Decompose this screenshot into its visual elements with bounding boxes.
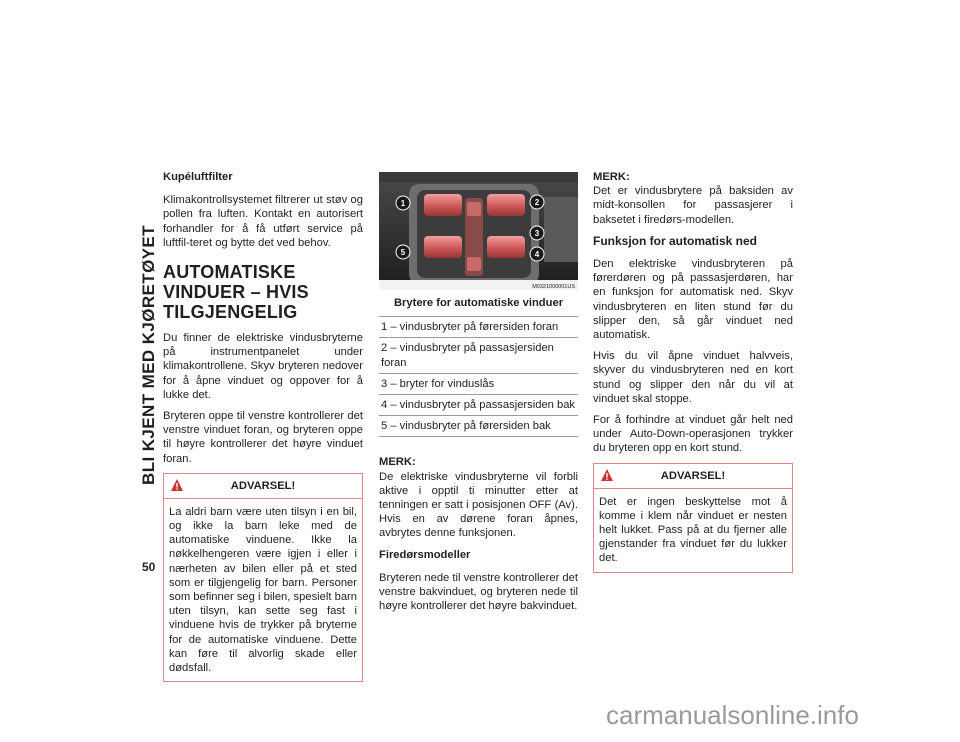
warning-title: ADVARSEL! [230, 479, 296, 492]
column-left [163, 170, 363, 682]
callout-4: 4 [534, 250, 540, 259]
note-text: De elektriske vindusbryterne vil forbli aktive i opptil ti minutter etter at tenningen er satt i posisjonen OFF (Av). Hvis en av dørene foran åpnes, avbrytes denne funksjonen. [379, 470, 578, 540]
warning-title-right: ADVARSEL! [660, 469, 726, 482]
auto-windows-heading: AUTOMATISKE VINDUER – HVIS TILGJENGELIG [163, 262, 309, 323]
page-number: 50 [142, 560, 156, 574]
legend-item-4: 4 – vindusbryter på passasjersiden bak [379, 395, 578, 416]
callout-5: 5 [400, 248, 406, 257]
callout-3: 3 [534, 229, 540, 238]
window-switch-panel-illustration [379, 172, 578, 290]
legend-item-2: 2 – vindusbryter på passasjersiden foran [379, 338, 578, 373]
warning-header-right [594, 464, 792, 489]
warning-triangle-icon [600, 468, 614, 482]
warning-text: La aldri barn være uten tilsyn i en bil, og ikke la barn leke med de automatiske vinduene. Ikke la nøkkelhengeren være igjen i eller i nærheten av bilen eller på et sted som er tilgjengelig for barn. Personer som befinner seg i bilen, spesielt barn uten tilsyn, kan sette seg fast i vinduene hvis de trykker på bryterne for de automatiske vinduene. Dette kan føre til alvorlig skade eller dødsfall. [169, 505, 357, 675]
note-label-right: MERK: [593, 171, 630, 183]
four-door-paragraph: Bryteren nede til venstre kontrollerer det venstre bakvinduet, og bryteren nede til høyre kontrollerer det høyre bakvinduet. [379, 571, 578, 613]
figure-caption: Brytere for automatiske vinduer [393, 297, 564, 309]
window-switches-figure [379, 172, 578, 290]
cabin-filter-heading: Kupéluftfilter [163, 171, 233, 183]
auto-windows-paragraph-2: Bryteren oppe til venstre kontrollerer det venstre vinduet foran, og bryteren oppe til høyre kontrollerer det høyre vinduet foran. [163, 410, 363, 465]
note-label: MERK: [379, 456, 416, 469]
figure-image-code: M0321000001US [532, 284, 575, 290]
auto-down-paragraph-1: Den elektriske vindusbryteren på førerdøren og på passasjerdøren, har en funksjon for automatisk ned. Skyv vindusbryteren en liten stund før du slipper den, så går vinduet ned automatisk. [593, 258, 793, 342]
warning-box [163, 473, 363, 682]
side-section-title [134, 157, 164, 552]
callout-2: 2 [534, 198, 540, 207]
callout-1: 1 [400, 199, 406, 208]
column-right [593, 170, 793, 573]
figure-legend [379, 316, 578, 437]
warning-text-right: Det er ingen beskyttelse mot å komme i klem når vinduet er nesten helt lukket. Pass på at du fjerner alle gjenstander fra vinduet før du lukker det. [599, 495, 787, 565]
legend-item-1: 1 – vindusbryter på førersiden foran [379, 317, 578, 338]
auto-down-paragraph-3: For å forhindre at vinduet går helt ned under Auto-Down-operasjonen trykker du bryteren opp en kort stund. [593, 414, 793, 455]
note-text-right: Det er vindusbrytere på baksiden av midt-konsollen for passasjerer i baksetet i firedørs-modellen. [593, 185, 793, 226]
warning-header [164, 474, 362, 499]
auto-windows-paragraph-1: Du finner de elektriske vindusbryterne på instrumentpanelet under klimakontrollene. Skyv bryteren nedover for å åpne vinduet og oppover for å lukke det. [163, 332, 363, 401]
legend-item-5: 5 – vindusbryter på førersiden bak [381, 420, 551, 433]
column-middle [379, 172, 578, 620]
legend-item-3: 3 – bryter for vinduslås [379, 374, 578, 395]
four-door-heading: Firedørsmodeller [379, 548, 471, 561]
auto-down-paragraph-2: Hvis du vil åpne vinduet halvveis, skyver du vindusbryteren ned en kort stund og slipper den når du vil at vinduet skal stoppe. [593, 350, 793, 405]
side-title-text: BLI KJENT MED KJØRETØYET [139, 224, 158, 485]
warning-triangle-icon [170, 478, 184, 492]
watermark-link[interactable]: carmanualsonline.info [606, 700, 859, 730]
auto-down-heading: Funksjon for automatisk ned [593, 233, 758, 248]
warning-box-right [593, 463, 793, 573]
cabin-filter-paragraph: Klimakontrollsystemet filtrerer ut støv og pollen fra luften. Kontakt en autorisert forhandler for å få utført service på luftfil-teret og bytte det ved behov. [163, 194, 363, 249]
